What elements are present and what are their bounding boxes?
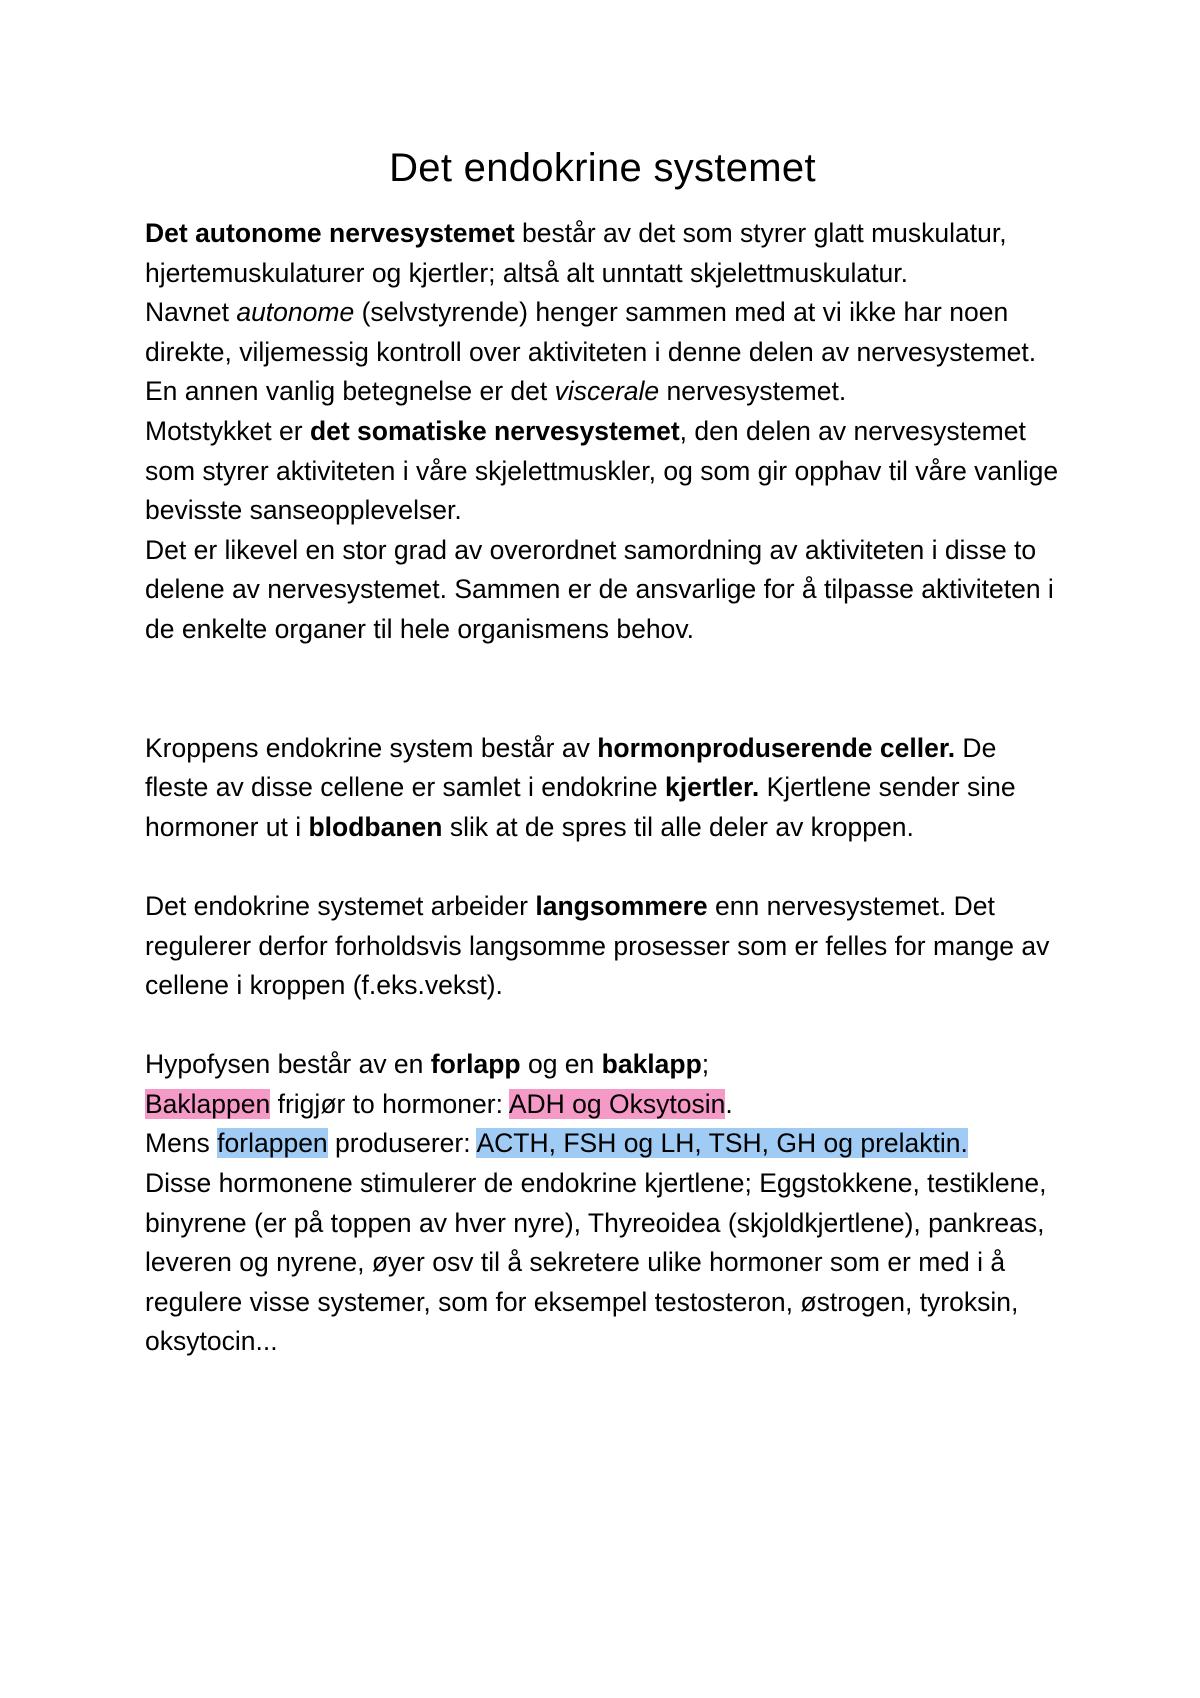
paragraph-coordination (145, 531, 1060, 650)
text-run: produserer: (327, 1128, 477, 1159)
text-run: enn nervesystemet. Det regulerer derfor forholdsvis langsomme prosesser som er felles for mange av cellene i kroppen (f.eks.vekst). (145, 890, 1050, 1001)
text-run: frigjør to hormoner: (270, 1088, 509, 1119)
paragraph-endocrine-system (145, 729, 1060, 848)
paragraph-spacer (145, 650, 1060, 729)
text-run: . (725, 1088, 733, 1119)
highlight-blue: ACTH, FSH og LH, TSH, GH og prelaktin. (476, 1128, 968, 1159)
bold-term: Det autonome nervesystemet (145, 218, 515, 248)
text-run: består av det som styrer glatt muskulatur, hjertemuskulaturer og kjertler; altså alt unntatt skjelettmuskulatur. (145, 218, 1007, 288)
text-run: Disse hormonene stimulerer de endokrine kjertlene; Eggstokkene, testiklene, binyrene (er på toppen av hver nyre), Thyreoidea (skjoldkjertlene), pankreas, leveren og nyrene, øyer osv til å sekretere ulike hormoner som er med i å regulere visse systemer, som for eksempel testosteron, østrogen, tyroksin, oksytocin... (145, 1168, 1047, 1357)
text-run: , den delen av nervesystemet som styrer aktiviteten i våre skjelettmuskler, og som gir opphav til våre vanlige bevisste sanseopplevelser. (145, 415, 1059, 526)
text-run: Motstykket er (145, 415, 310, 446)
highlight-pink: Baklappen (145, 1088, 271, 1119)
text-run: Mens (145, 1128, 218, 1159)
paragraph-somatic (145, 412, 1060, 531)
highlight-blue: forlappen (217, 1128, 328, 1159)
paragraph-slower (145, 887, 1060, 1006)
paragraph-autonomic (145, 214, 1060, 293)
bold-term: blodbanen (308, 811, 443, 842)
document-title: Det endokrine systemet (389, 146, 816, 190)
bold-term: langsommere (535, 890, 708, 921)
paragraph-hypophysis (145, 1045, 1060, 1085)
italic-term: autonome (236, 297, 355, 328)
paragraph-spacer (145, 847, 1060, 887)
bold-term: kjertler. (664, 772, 760, 803)
paragraph-anterior-lobe (145, 1124, 1060, 1164)
bold-term: det somatiske nervesystemet (309, 415, 680, 446)
text-run: Navnet (145, 297, 237, 328)
text-run: Kjertlene sender sine hormoner ut i (145, 772, 1016, 842)
text-run: Kroppens endokrine system består av (145, 732, 598, 763)
text-run: og en (520, 1049, 602, 1080)
paragraph-posterior-lobe (145, 1085, 1060, 1125)
bold-term: forlapp (430, 1049, 521, 1080)
text-run: nervesystemet. (659, 376, 847, 407)
text-run: (selvstyrende) henger sammen med at vi ikke har noen direkte, viljemessig kontroll over aktiviteten i denne delen av nervesystemet. En annen vanlig betegnelse er det (145, 297, 1037, 407)
paragraph-hormones (145, 1164, 1060, 1362)
highlight-pink: ADH og Oksytosin (508, 1088, 726, 1119)
document-body (145, 214, 1060, 1362)
text-run: Hypofysen består av en (145, 1049, 431, 1080)
text-run: slik at de spres til alle deler av kroppen. (442, 811, 914, 842)
text-run: De fleste av disse cellene er samlet i endokrine (145, 732, 997, 803)
paragraph-autonomic-name (145, 293, 1060, 412)
italic-term: viscerale (554, 376, 660, 407)
bold-term: hormonproduserende celler. (597, 732, 956, 763)
paragraph-spacer (145, 1006, 1060, 1046)
text-run: Det er likevel en stor grad av overordnet samordning av aktiviteten i disse to delene av nervesystemet. Sammen er de ansvarlige for å tilpasse aktiviteten i de enkelte organer til hele organismens behov. (145, 534, 1054, 644)
text-run: Det endokrine systemet arbeider (145, 890, 536, 921)
text-run: ; (701, 1049, 710, 1080)
bold-term: baklapp (601, 1049, 702, 1080)
